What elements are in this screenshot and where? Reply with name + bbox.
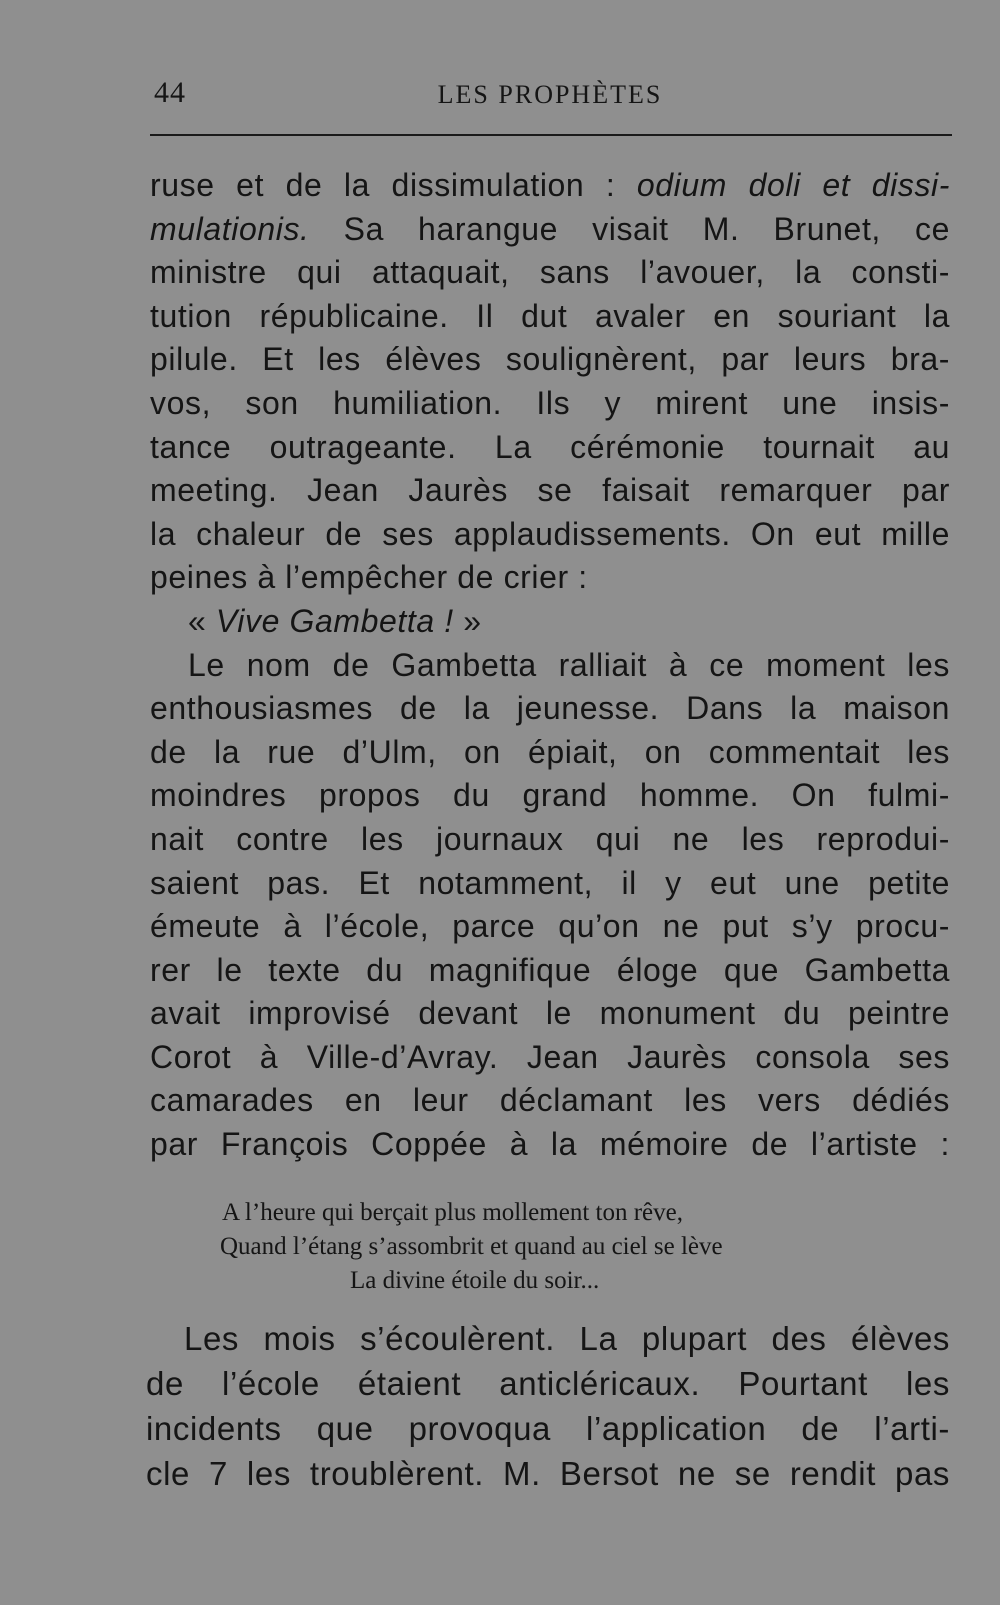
text-line: Les mois s’écoulèrent. La plupart des élèves (184, 1320, 950, 1357)
text-line: cle 7 les troublèrent. M. Bersot ne se rendit pas (146, 1455, 950, 1492)
text-line: la chaleur de ses applaudissements. On eut mille (150, 515, 950, 552)
text-run: Sa harangue visait M. Brunet, ce (309, 210, 950, 247)
quote-mark: » (453, 602, 482, 639)
header-rule (150, 134, 952, 136)
text-line: rer le texte du magnifique éloge que Gambetta (150, 951, 950, 988)
text-line: nait contre les journaux qui ne les reprodui- (150, 820, 950, 857)
text-line: avait improvisé devant le monument du peintre (150, 995, 950, 1032)
verse-quotation (150, 1196, 950, 1298)
latin-phrase: odium doli et dissi- (636, 167, 951, 203)
text-run: ruse et de la dissimulation : (150, 167, 637, 203)
text-line: peines à l’empêcher de crier : (150, 559, 588, 596)
latin-phrase: mulationis. (150, 210, 310, 247)
text-line: enthousiasmes de la jeunesse. Dans la maison (150, 690, 950, 727)
text-line (150, 164, 950, 208)
text-line: par François Coppée à la mémoire de l’artiste : (150, 1126, 950, 1163)
text-line: camarades en leur déclamant les vers dédiés (150, 1082, 950, 1119)
text-line: vos, son humiliation. Ils y mirent une insis- (150, 384, 950, 421)
text-line: tance outrageante. La cérémonie tournait au (150, 428, 950, 465)
text-line: incidents que provoqua l’application de l’arti- (146, 1410, 950, 1447)
text-line: de la rue d’Ulm, on épiait, on commentait les (150, 733, 950, 770)
text-line: Le nom de Gambetta ralliait à ce moment les (188, 646, 950, 683)
text-line: émeute à l’école, parce qu’on ne put s’y procu- (150, 908, 950, 945)
text-line (150, 208, 950, 252)
verse-line: A l’heure qui berçait plus mollement ton rêve, (222, 1199, 683, 1226)
verse-line: La divine étoile du soir... (350, 1267, 600, 1294)
text-line: saient pas. Et notamment, il y eut une petite (150, 864, 950, 901)
quote-mark: « (188, 602, 216, 639)
text-line: Corot à Ville-d’Avray. Jean Jaurès consola ses (150, 1038, 950, 1075)
text-line: meeting. Jean Jaurès se faisait remarquer par (150, 472, 950, 509)
running-title: LES PROPHÈTES (437, 80, 663, 109)
page-number: 44 (154, 76, 186, 109)
text-line: pilule. Et les élèves soulignèrent, par leurs bra- (150, 341, 950, 378)
text-line: de l’école étaient anticléricaux. Pourtant les (146, 1365, 950, 1402)
text-line: moindres propos du grand homme. On fulmi- (150, 777, 950, 814)
body-text-continued (146, 1316, 950, 1496)
text-line: ministre qui attaquait, sans l’avouer, la consti- (150, 254, 950, 291)
quote-text: Vive Gambetta ! (215, 602, 454, 639)
page-header (150, 76, 950, 116)
quote-line (150, 600, 950, 644)
text-line: tution républicaine. Il dut avaler en souriant la (150, 297, 950, 334)
body-text (150, 164, 950, 1167)
verse-line: Quand l’étang s’assombrit et quand au ciel se lève (220, 1233, 723, 1260)
